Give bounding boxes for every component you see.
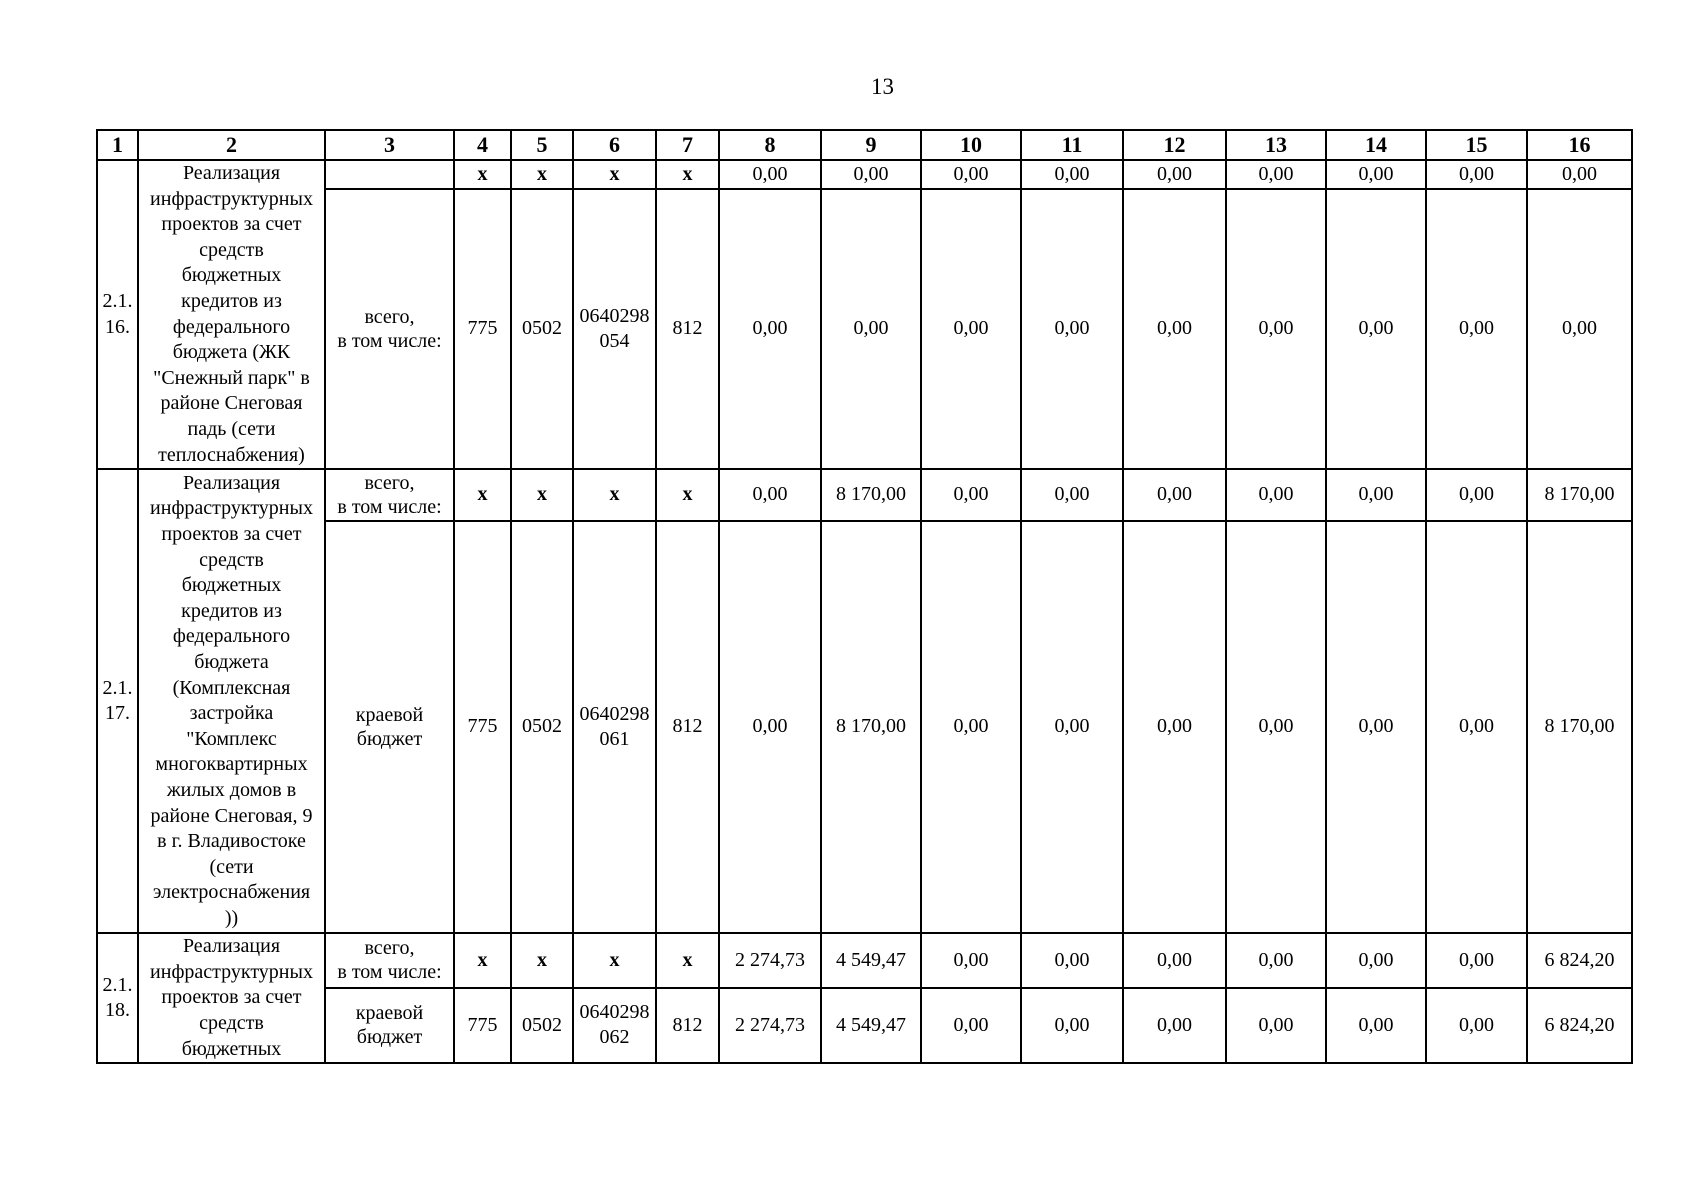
value-cell: 2 274,73 [719, 933, 821, 988]
value-cell: 0,00 [1021, 189, 1123, 469]
code-cell: х [454, 160, 511, 189]
table-row [97, 933, 1632, 988]
column-header: 4 [454, 130, 511, 160]
code-cell: х [573, 933, 656, 988]
value-cell: 2 274,73 [719, 988, 821, 1063]
item-number: 2.1. 18. [97, 933, 138, 1063]
code-cell: 0640298 061 [573, 521, 656, 933]
column-header: 16 [1527, 130, 1632, 160]
value-cell: 0,00 [1123, 988, 1226, 1063]
code-cell: 0640298 062 [573, 988, 656, 1063]
value-cell: 0,00 [1021, 933, 1123, 988]
value-cell: 0,00 [921, 933, 1021, 988]
value-cell: 0,00 [719, 189, 821, 469]
value-cell: 0,00 [719, 160, 821, 189]
value-cell: 0,00 [821, 160, 921, 189]
code-cell: 775 [454, 189, 511, 469]
value-cell: 0,00 [1426, 933, 1527, 988]
value-cell: 0,00 [1123, 521, 1226, 933]
code-cell: х [573, 160, 656, 189]
table-row [97, 521, 1632, 933]
value-cell: 8 170,00 [821, 521, 921, 933]
value-cell: 6 824,20 [1527, 988, 1632, 1063]
value-cell: 0,00 [921, 988, 1021, 1063]
column-header: 7 [656, 130, 719, 160]
item-name: Реализация инфраструктурных проектов за счет средств бюджетных кредитов из федерального бюджета (ЖК "Снежный парк" в районе Снеговая падь (сети теплоснабжения) [138, 160, 325, 469]
value-cell: 0,00 [921, 469, 1021, 521]
column-header: 3 [325, 130, 454, 160]
value-cell: 0,00 [921, 521, 1021, 933]
value-cell: 0,00 [1226, 521, 1326, 933]
value-cell: 4 549,47 [821, 988, 921, 1063]
value-cell: 0,00 [1426, 189, 1527, 469]
column-header: 9 [821, 130, 921, 160]
column-header: 8 [719, 130, 821, 160]
value-cell: 0,00 [1326, 469, 1426, 521]
value-cell: 0,00 [1021, 521, 1123, 933]
column-header: 6 [573, 130, 656, 160]
item-number: 2.1. 16. [97, 160, 138, 469]
value-cell: 0,00 [1021, 988, 1123, 1063]
value-cell: 0,00 [1326, 933, 1426, 988]
item-number: 2.1. 17. [97, 469, 138, 933]
value-cell: 0,00 [1426, 469, 1527, 521]
value-cell: 0,00 [1326, 189, 1426, 469]
funding-kind: краевой бюджет [325, 988, 454, 1063]
value-cell: 8 170,00 [1527, 469, 1632, 521]
column-header: 1 [97, 130, 138, 160]
code-cell: 775 [454, 521, 511, 933]
code-cell: 0502 [511, 988, 573, 1063]
value-cell: 0,00 [1123, 469, 1226, 521]
value-cell: 0,00 [1226, 933, 1326, 988]
value-cell: 0,00 [921, 160, 1021, 189]
column-header: 5 [511, 130, 573, 160]
value-cell: 0,00 [1226, 469, 1326, 521]
value-cell: 0,00 [1326, 988, 1426, 1063]
value-cell: 0,00 [1021, 469, 1123, 521]
column-header: 12 [1123, 130, 1226, 160]
funding-kind: всего, в том числе: [325, 933, 454, 988]
code-cell: х [511, 933, 573, 988]
funding-kind: всего, в том числе: [325, 469, 454, 521]
value-cell: 8 170,00 [821, 469, 921, 521]
table-row [97, 189, 1632, 469]
funding-kind: всего, в том числе: [325, 189, 454, 469]
budget-table [96, 129, 1633, 1064]
funding-kind: краевой бюджет [325, 521, 454, 933]
code-cell: х [656, 933, 719, 988]
code-cell: х [656, 160, 719, 189]
value-cell: 0,00 [1226, 160, 1326, 189]
code-cell: х [573, 469, 656, 521]
value-cell: 0,00 [1326, 160, 1426, 189]
value-cell: 0,00 [1527, 189, 1632, 469]
code-cell: 812 [656, 521, 719, 933]
value-cell: 0,00 [719, 521, 821, 933]
page-number: 13 [871, 74, 894, 99]
value-cell: 0,00 [1226, 189, 1326, 469]
code-cell: х [511, 469, 573, 521]
value-cell: 8 170,00 [1527, 521, 1632, 933]
item-name: Реализация инфраструктурных проектов за счет средств бюджетных кредитов из федерального бюджета (Комплексная застройка "Комплекс многоквартирных жилых домов в районе Снеговая, 9 в г. Владивостоке (сети электроснабжения )) [138, 469, 325, 933]
code-cell: х [454, 469, 511, 521]
column-header: 10 [921, 130, 1021, 160]
code-cell: 775 [454, 988, 511, 1063]
table-row [97, 469, 1632, 521]
code-cell: х [511, 160, 573, 189]
value-cell: 0,00 [1226, 988, 1326, 1063]
code-cell: 0502 [511, 189, 573, 469]
column-header: 11 [1021, 130, 1123, 160]
value-cell: 6 824,20 [1527, 933, 1632, 988]
code-cell: 812 [656, 988, 719, 1063]
value-cell: 0,00 [1426, 521, 1527, 933]
value-cell: 4 549,47 [821, 933, 921, 988]
value-cell: 0,00 [1426, 160, 1527, 189]
value-cell: 0,00 [1527, 160, 1632, 189]
code-cell: 0502 [511, 521, 573, 933]
column-header: 2 [138, 130, 325, 160]
value-cell: 0,00 [821, 189, 921, 469]
value-cell: 0,00 [1021, 160, 1123, 189]
table-header-row [97, 130, 1632, 160]
funding-kind [325, 160, 454, 189]
value-cell: 0,00 [1123, 933, 1226, 988]
code-cell: 0640298 054 [573, 189, 656, 469]
value-cell: 0,00 [1123, 160, 1226, 189]
column-header: 13 [1226, 130, 1326, 160]
value-cell: 0,00 [1426, 988, 1527, 1063]
table-row [97, 988, 1632, 1063]
column-header: 15 [1426, 130, 1527, 160]
value-cell: 0,00 [921, 189, 1021, 469]
code-cell: х [454, 933, 511, 988]
code-cell: х [656, 469, 719, 521]
value-cell: 0,00 [1123, 189, 1226, 469]
value-cell: 0,00 [719, 469, 821, 521]
value-cell: 0,00 [1326, 521, 1426, 933]
item-name: Реализация инфраструктурных проектов за счет средств бюджетных [138, 933, 325, 1063]
column-header: 14 [1326, 130, 1426, 160]
table-row [97, 160, 1632, 189]
code-cell: 812 [656, 189, 719, 469]
